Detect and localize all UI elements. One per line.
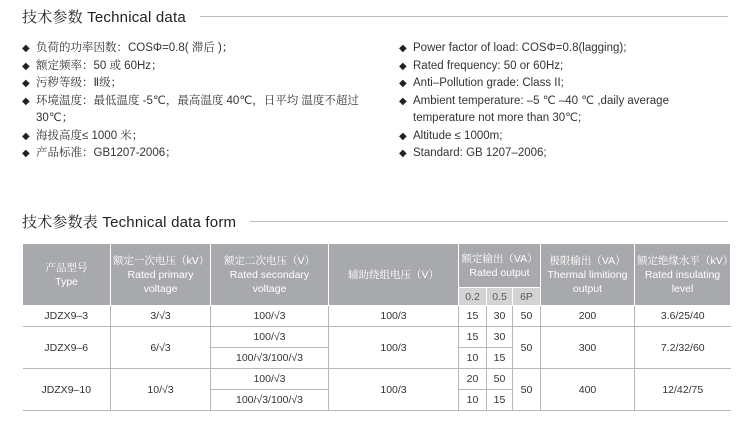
diamond-bullet-icon: ◆ — [399, 148, 407, 159]
cell-type: JDZX9–6 — [23, 327, 111, 369]
diamond-bullet-icon: ◆ — [399, 43, 407, 54]
diamond-bullet-icon: ◆ — [399, 78, 407, 89]
cell-output-0-5: 30 — [487, 327, 513, 348]
bullet-text: Power factor of load: COSΦ=0.8(lagging); — [413, 42, 627, 54]
diamond-bullet-icon: ◆ — [22, 60, 30, 72]
technical-data-form-title: 技术参数表 Technical data form — [22, 214, 237, 231]
cell-primary-voltage: 6/√3 — [111, 327, 211, 369]
diamond-bullet-icon: ◆ — [22, 43, 30, 54]
bullet-item — [399, 93, 734, 128]
cell-output-6p: 50 — [513, 306, 541, 327]
header-divider — [250, 221, 728, 222]
bullet-item — [399, 145, 734, 163]
bullet-item — [22, 58, 382, 76]
cell-secondary-voltage: 100/√3 — [211, 327, 329, 348]
bullet-item — [22, 93, 382, 128]
bullet-item — [22, 128, 382, 146]
cell-insulation-level: 3.6/25/40 — [635, 306, 731, 327]
cell-output-0-2: 10 — [459, 348, 487, 369]
diamond-bullet-icon: ◆ — [22, 95, 30, 107]
cell-auxiliary-voltage: 100/3 — [329, 306, 459, 327]
diamond-bullet-icon: ◆ — [399, 95, 407, 107]
bullet-text: Ambient temperature: –5 ℃ –40 ℃ ,daily average temperature not more than 30℃; — [413, 94, 669, 124]
cell-secondary-voltage: 100/√3 — [211, 369, 329, 390]
diamond-bullet-icon: ◆ — [22, 148, 30, 159]
header-type: 产品型号 Type — [23, 244, 111, 306]
cell-thermal-limiting-output: 300 — [541, 327, 635, 369]
cell-auxiliary-voltage: 100/3 — [329, 369, 459, 411]
table-row — [23, 327, 731, 348]
header-divider — [200, 16, 728, 17]
cell-insulation-level: 7.2/32/60 — [635, 327, 731, 369]
header-insulation-level: 额定绝缘水平（kV） Rated insulating level — [635, 244, 731, 306]
cell-thermal-limiting-output: 400 — [541, 369, 635, 411]
bullet-item — [22, 145, 382, 163]
header-class-0-2: 0.2 — [459, 288, 487, 306]
cell-primary-voltage: 10/√3 — [111, 369, 211, 411]
bullet-text: Altitude ≤ 1000m; — [413, 129, 503, 142]
header-primary-voltage: 额定一次电压（kV） Rated primary voltage — [111, 244, 211, 306]
header-class-0-5: 0.5 — [487, 288, 513, 306]
bullet-text: Anti–Pollution grade: Class II; — [413, 77, 564, 89]
header-rated-output: 额定输出（VA） Rated output — [459, 244, 541, 288]
cell-output-0-2: 20 — [459, 369, 487, 390]
technical-data-form-header — [22, 211, 728, 232]
table-body — [23, 306, 731, 411]
technical-data-header — [22, 6, 728, 27]
diamond-bullet-icon: ◆ — [399, 130, 407, 142]
cell-type: JDZX9–10 — [23, 369, 111, 411]
header-class-6p: 6P — [513, 288, 541, 306]
cell-output-0-5: 15 — [487, 348, 513, 369]
bullet-item — [399, 128, 734, 146]
bullet-list-english — [399, 40, 734, 163]
cell-output-0-5: 15 — [487, 390, 513, 411]
cell-output-0-5: 30 — [487, 306, 513, 327]
cell-output-0-2: 15 — [459, 306, 487, 327]
bullet-list-chinese — [22, 40, 382, 163]
bullet-text: 负荷的功率因数：COSΦ=0.8( 滞后 )； — [36, 42, 234, 54]
bullet-text: 产品标准：GB1207-2006； — [36, 147, 177, 159]
cell-secondary-voltage: 100/√3/100/√3 — [211, 348, 329, 369]
bullet-text: 污秽等级：Ⅱ级； — [36, 77, 123, 89]
diamond-bullet-icon: ◆ — [22, 78, 30, 89]
cell-thermal-limiting-output: 200 — [541, 306, 635, 327]
cell-output-6p: 50 — [513, 369, 541, 411]
cell-secondary-voltage: 100/√3/100/√3 — [211, 390, 329, 411]
cell-auxiliary-voltage: 100/3 — [329, 327, 459, 369]
cell-output-6p: 50 — [513, 327, 541, 369]
bullet-text: Rated frequency: 50 or 60Hz; — [413, 59, 564, 72]
diamond-bullet-icon: ◆ — [22, 130, 30, 142]
bullet-item — [399, 58, 734, 76]
bullet-item — [399, 75, 734, 93]
bullet-text: 海拔高度≤ 1000 米； — [36, 129, 144, 142]
bullet-item — [399, 40, 734, 58]
cell-secondary-voltage: 100/√3 — [211, 306, 329, 327]
bullet-text: 额定频率：50 或 60Hz； — [36, 59, 163, 72]
cell-type: JDZX9–3 — [23, 306, 111, 327]
cell-output-0-2: 15 — [459, 327, 487, 348]
cell-insulation-level: 12/42/75 — [635, 369, 731, 411]
header-secondary-voltage: 额定二次电压（V） Rated secondary voltage — [211, 244, 329, 306]
bullet-text: Standard: GB 1207–2006; — [413, 147, 547, 159]
bullet-item — [22, 75, 382, 93]
table-row — [23, 369, 731, 390]
bullet-text: 环境温度：最低温度 -5℃，最高温度 40℃，日平均 温度不超过30℃； — [36, 94, 359, 124]
technical-data-title: 技术参数 Technical data — [22, 9, 186, 26]
diamond-bullet-icon: ◆ — [399, 60, 407, 72]
technical-data-table — [22, 243, 734, 411]
cell-output-0-5: 50 — [487, 369, 513, 390]
header-auxiliary-voltage: 辅助绕组电压（V） — [329, 244, 459, 306]
table-row — [23, 306, 731, 327]
cell-output-0-2: 10 — [459, 390, 487, 411]
bullet-item — [22, 40, 382, 58]
cell-primary-voltage: 3/√3 — [111, 306, 211, 327]
header-thermal-limiting-output: 极限输出（VA） Thermal limitiong output — [541, 244, 635, 306]
